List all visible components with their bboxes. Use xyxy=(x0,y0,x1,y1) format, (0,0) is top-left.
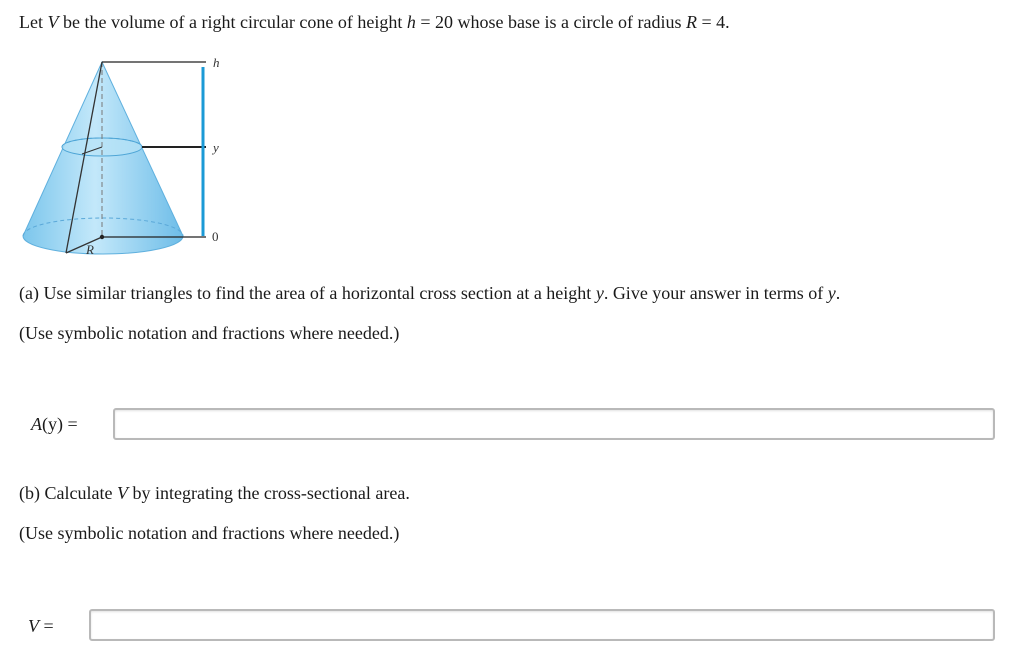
label-y: y xyxy=(213,140,219,155)
part-a-hint: (Use symbolic notation and fractions where needed.) xyxy=(19,323,400,343)
label-0: 0 xyxy=(212,229,219,244)
var-V: V xyxy=(28,616,39,636)
part-a-text-2: . Give your answer in terms of xyxy=(603,283,828,303)
intro-text-2: be the volume of a right circular cone of height xyxy=(58,12,407,32)
part-b-hint: (Use symbolic notation and fractions where needed.) xyxy=(19,523,400,543)
intro-text-1: Let xyxy=(19,12,48,32)
part-b-text-2: by integrating the cross-sectional area. xyxy=(127,483,410,503)
var-R: R xyxy=(685,12,697,32)
answer-v-input[interactable] xyxy=(89,609,995,641)
answer-v-label xyxy=(28,615,54,637)
intro-text-3: = 20 whose base is a circle of radius xyxy=(415,12,686,32)
part-b-text-1: (b) Calculate xyxy=(19,483,117,503)
var-V: V xyxy=(47,12,59,32)
label-h: h xyxy=(213,55,220,70)
part-b-question xyxy=(19,482,410,504)
part-a-text-1: (a) Use similar triangles to find the area of a horizontal cross section at a height xyxy=(19,283,596,303)
part-a-question xyxy=(19,282,840,304)
cone-body xyxy=(23,62,183,254)
cone-diagram xyxy=(18,50,248,265)
answer-a-label xyxy=(31,413,78,435)
var-V: V xyxy=(116,483,128,503)
func-arg: (y) xyxy=(42,414,63,434)
answer-a-input[interactable] xyxy=(113,408,995,440)
part-a-text-3: . xyxy=(835,283,841,303)
var-y: y xyxy=(827,283,836,303)
equals-sign: = xyxy=(39,616,54,636)
intro-text-4: = 4. xyxy=(696,12,730,32)
func-A: A xyxy=(31,414,42,434)
problem-statement xyxy=(19,11,730,33)
var-y: y xyxy=(595,283,604,303)
var-h: h xyxy=(406,12,416,32)
label-R: R xyxy=(86,242,94,257)
equals-sign: = xyxy=(63,414,78,434)
